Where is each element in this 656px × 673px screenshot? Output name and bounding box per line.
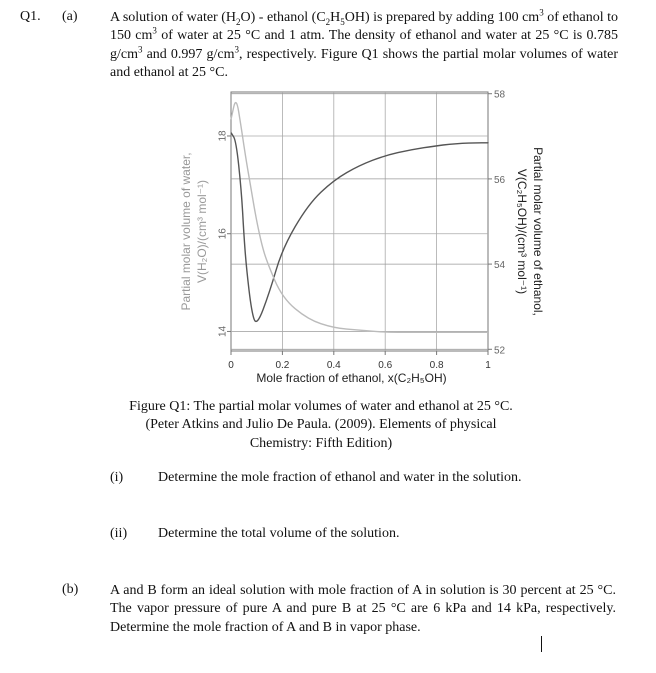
series-ethanol-curve: [231, 103, 488, 333]
right-axis-label-line1: Partial molar volume of ethanol,: [531, 147, 545, 316]
subquestion-ii-text: Determine the total volume of the solution.: [158, 526, 400, 541]
x-tick-label: 1: [485, 360, 491, 371]
subquestion-i-label: (i): [110, 470, 124, 485]
left-axis-label-line1: Partial molar volume of water,: [179, 152, 193, 311]
right-tick-label: 52: [494, 345, 506, 357]
x-tick-label: 0.2: [275, 360, 290, 371]
partial-molar-volume-chart: [178, 86, 558, 390]
part-b-text: A and B form an ideal solution with mole fraction of A in solution is 30 percent at 25 °C. The vapor pressure of pure A and pure B at 25 °C are 6 kPa and 14 kPa, respectively. Determine the mole fraction of A and B in vapor phase.: [110, 583, 616, 635]
left-tick-label: 18: [217, 130, 229, 142]
subquestion-i-text: Determine the mole fraction of ethanol and water in the solution.: [158, 470, 522, 485]
part-a-label: (a): [62, 9, 78, 24]
x-tick-label: 0.8: [429, 360, 444, 371]
left-axis-label-line2: V(H₂O)/(cm³ mol⁻¹): [195, 180, 209, 283]
right-axis-label-line2: V(C₂H₅OH)/(cm³ mol⁻¹): [515, 168, 529, 295]
part-b-label: (b): [62, 582, 79, 597]
x-tick-label: 0: [228, 360, 234, 371]
x-axis-label: Mole fraction of ethanol, x(C₂H₅OH): [256, 371, 447, 385]
text-cursor: [541, 636, 542, 652]
part-a-intro: A solution of water $(H_2O)$ - ethanol $(C_2H_5OH)$ is prepared by adding 100 $cm^3$ of ethanol to 150 $cm^3$ of water at 25 °C and 1 atm. The density of ethanol and water at 25 °C is 0.785 $g/cm^3$ and 0.997 $g/cm^3$, respectively. Figure Q1 shows the partial molar volumes of water and ethanol at 25 °C.: [110, 7, 618, 80]
left-tick-label: 14: [217, 325, 229, 338]
right-tick-label: 54: [494, 260, 506, 272]
x-tick-label: 0.4: [326, 360, 341, 371]
x-tick-label: 0.6: [378, 360, 393, 371]
series-water-curve: [231, 133, 488, 322]
right-tick-label: 56: [494, 174, 506, 186]
figure-caption: Figure Q1: The partial molar volumes of water and ethanol at 25 °C. (Peter Atkins and Julio De Paula. (2009). Elements of physical Chemistry: Fifth Edition): [129, 399, 513, 451]
plot-frame: [231, 92, 488, 351]
question-number: Q1.: [20, 9, 41, 24]
subquestion-ii-label: (ii): [110, 526, 128, 541]
left-tick-label: 16: [217, 228, 229, 240]
right-tick-label: 58: [494, 89, 506, 101]
